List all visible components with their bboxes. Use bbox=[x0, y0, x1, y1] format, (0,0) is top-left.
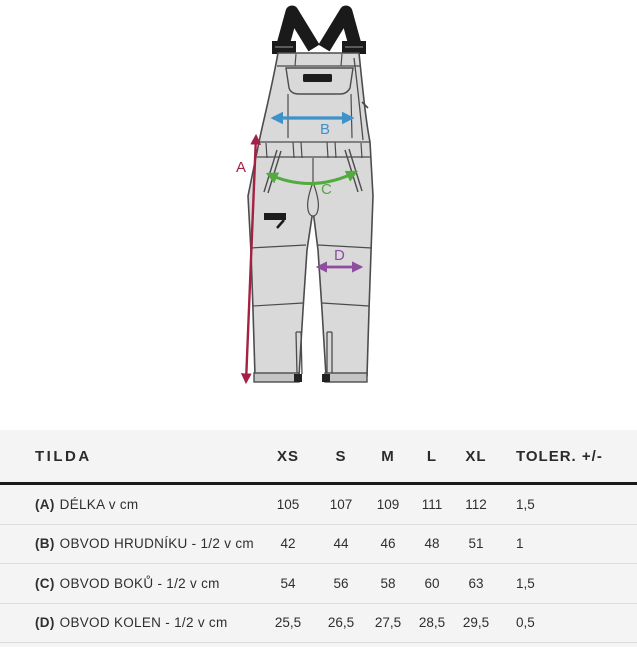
table-row-chest bbox=[0, 525, 637, 565]
thigh-zip-pocket bbox=[264, 213, 286, 220]
col-header-l: L bbox=[426, 447, 438, 465]
row-key: (A) bbox=[35, 496, 55, 512]
measure-label-b: B bbox=[320, 121, 331, 138]
cell-value: 58 bbox=[380, 575, 396, 591]
cell-tolerance: 1 bbox=[516, 536, 524, 552]
cell-value: 60 bbox=[424, 575, 440, 591]
hem-tab-left bbox=[294, 374, 302, 382]
row-measure-name: OBVOD HRUDNÍKU - 1/2 v cm bbox=[59, 536, 254, 552]
col-header-s: S bbox=[335, 447, 347, 465]
cell-value: 56 bbox=[333, 575, 349, 591]
row-key: (B) bbox=[35, 536, 55, 552]
row-label bbox=[35, 497, 260, 512]
measure-label-a: A bbox=[236, 159, 247, 176]
cell-value: 109 bbox=[376, 496, 400, 512]
cell-value: 112 bbox=[465, 496, 487, 512]
row-measure-name: OBVOD BOKŮ - 1/2 v cm bbox=[59, 575, 220, 591]
brand-label bbox=[303, 74, 332, 82]
cell-value: 25,5 bbox=[274, 615, 302, 631]
row-label bbox=[35, 536, 260, 551]
cell-value: 48 bbox=[424, 536, 440, 552]
table-row-hips bbox=[0, 564, 637, 604]
hem-tab-right bbox=[322, 374, 330, 382]
cell-value: 46 bbox=[380, 536, 396, 552]
col-header-xl: XL bbox=[465, 447, 487, 465]
cell-tolerance: 1,5 bbox=[516, 496, 535, 512]
cell-tolerance: 0,5 bbox=[516, 615, 535, 631]
row-measure-name: OBVOD KOLEN - 1/2 v cm bbox=[59, 615, 228, 631]
cell-value: 42 bbox=[280, 536, 296, 552]
cell-value: 28,5 bbox=[418, 615, 446, 631]
row-measure-name: DÉLKA v cm bbox=[59, 496, 139, 512]
cell-value: 26,5 bbox=[327, 615, 355, 631]
product-name: TILDA bbox=[35, 447, 92, 465]
cell-value: 111 bbox=[421, 496, 443, 512]
col-header-xs: XS bbox=[276, 447, 299, 465]
cell-value: 63 bbox=[468, 575, 484, 591]
hem-right bbox=[325, 373, 367, 382]
cell-value: 29,5 bbox=[462, 615, 490, 631]
cell-value: 54 bbox=[280, 575, 296, 591]
size-table-header bbox=[0, 430, 637, 485]
measure-label-c: C bbox=[321, 181, 332, 198]
cell-value: 105 bbox=[276, 496, 300, 512]
table-row-knees bbox=[0, 604, 637, 644]
size-table bbox=[0, 430, 637, 647]
col-header-tolerance: TOLER. +/- bbox=[516, 447, 603, 465]
table-row-length bbox=[0, 485, 637, 525]
cell-tolerance: 1,5 bbox=[516, 575, 535, 591]
col-header-m: M bbox=[381, 447, 395, 465]
row-key: (D) bbox=[35, 615, 55, 631]
measure-label-d: D bbox=[334, 247, 345, 264]
hem-left bbox=[254, 373, 299, 382]
cell-value: 51 bbox=[468, 536, 484, 552]
row-label bbox=[35, 615, 260, 630]
row-label bbox=[35, 576, 260, 591]
cell-value: 107 bbox=[329, 496, 353, 512]
cell-value: 44 bbox=[333, 536, 349, 552]
cell-value: 27,5 bbox=[374, 615, 402, 631]
row-key: (C) bbox=[35, 575, 55, 591]
